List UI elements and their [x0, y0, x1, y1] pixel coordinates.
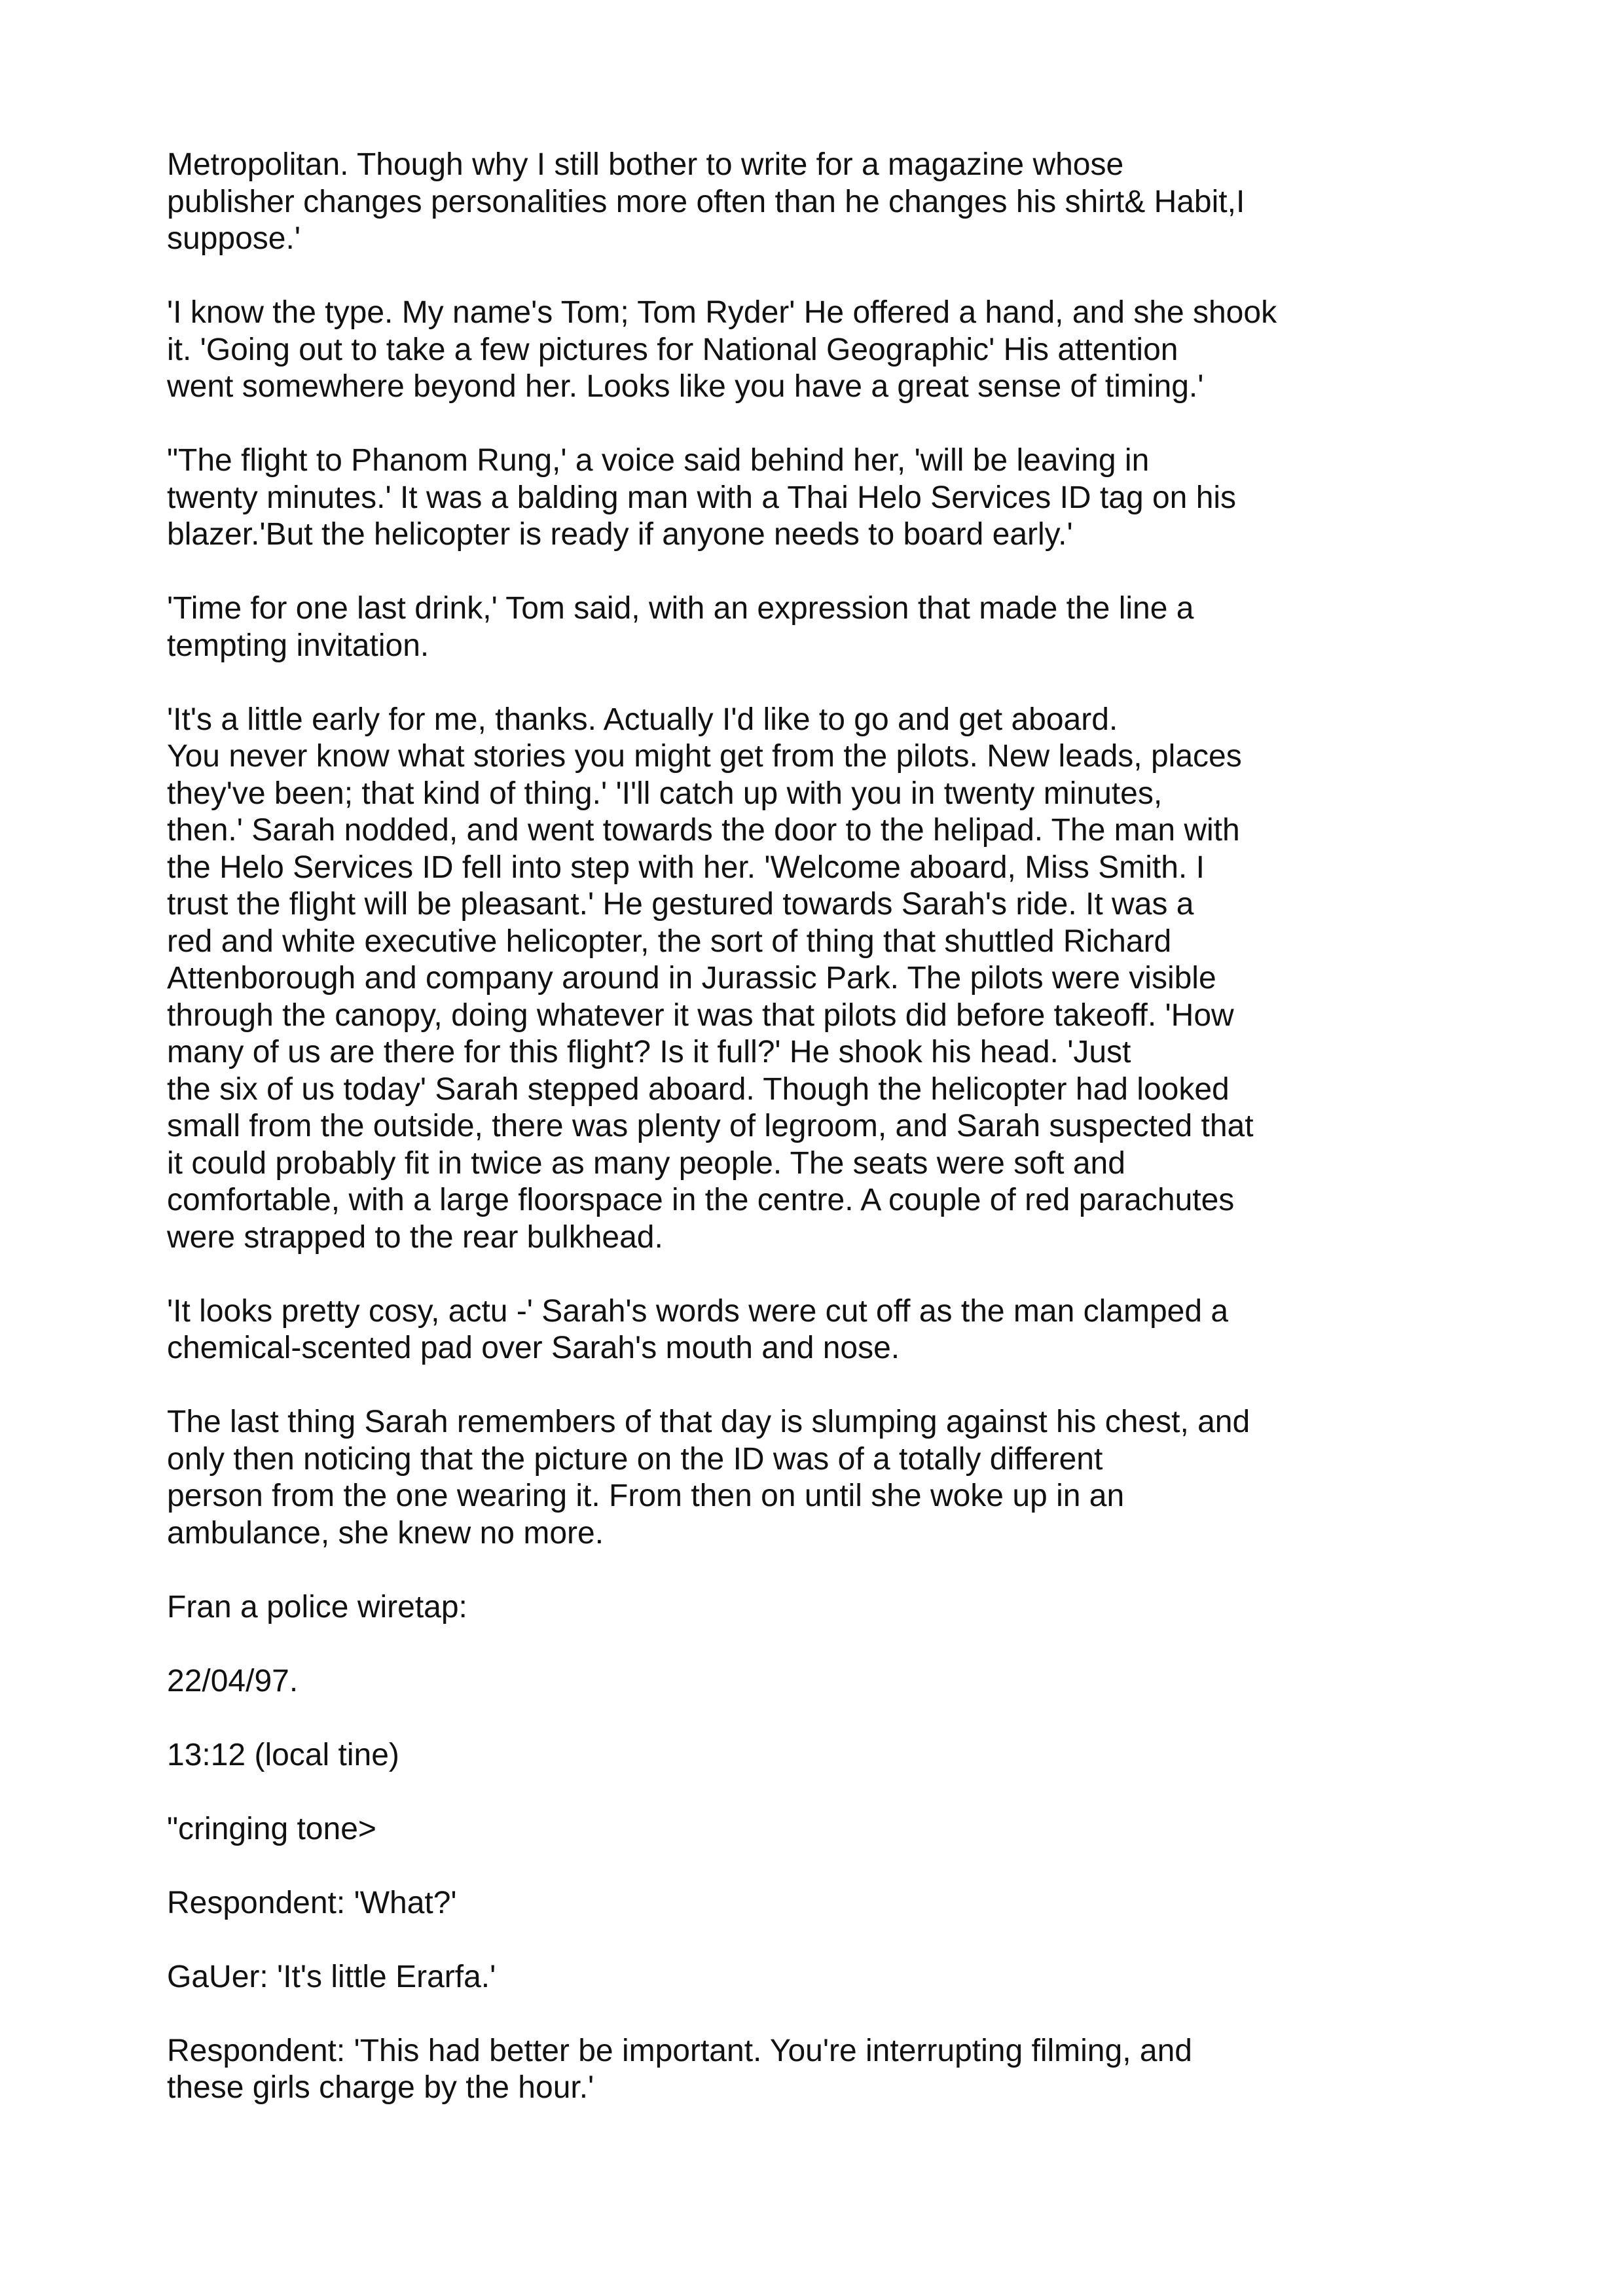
text-line: suppose.' — [167, 221, 301, 256]
text-line: chemical-scented pad over Sarah's mouth and nose. — [167, 1331, 900, 1365]
text-line: 'Time for one last drink,' Tom said, with an expression that made the line a — [167, 591, 1194, 626]
text-line: these girls charge by the hour.' — [167, 2070, 594, 2105]
paragraph — [167, 1885, 1470, 1922]
text-line: trust the flight will be pleasant.' He gestured towards Sarah's ride. It was a — [167, 887, 1194, 922]
text-line: it could probably fit in twice as many people. The seats were soft and — [167, 1145, 1125, 1181]
text-line: Metropolitan. Though why I still bother to write for a magazine whose — [167, 147, 1124, 182]
paragraph — [167, 702, 1470, 1257]
paragraph — [167, 1811, 1470, 1848]
document-page — [167, 147, 1470, 2144]
text-line: You never know what stories you might get from the pilots. New leads, places — [167, 739, 1242, 774]
paragraph — [167, 442, 1470, 554]
text-line: 'I know the type. My name's Tom; Tom Ryder' He offered a hand, and she shook — [167, 295, 1277, 330]
paragraph — [167, 295, 1470, 406]
text-line: The last thing Sarah remembers of that day is slumping against his chest, and — [167, 1405, 1250, 1439]
text-line: person from the one wearing it. From then on until she woke up in an — [167, 1479, 1125, 1513]
text-line: blazer.'But the helicopter is ready if anyone needs to board early.' — [167, 517, 1073, 552]
text-line: then.' Sarah nodded, and went towards the door to the helipad. The man with — [167, 813, 1240, 848]
text-line: were strapped to the rear bulkhead. — [167, 1219, 663, 1255]
text-line: Fran a police wiretap: — [167, 1589, 467, 1624]
text-line: comfortable, with a large floorspace in the centre. A couple of red parachutes — [167, 1183, 1235, 1217]
text-line: "The flight to Phanom Rung,' a voice said behind her, 'will be leaving in — [167, 443, 1150, 478]
text-line: through the canopy, doing whatever it was that pilots did before takeoff. 'How — [167, 997, 1234, 1033]
paragraph — [167, 1589, 1470, 1626]
paragraph — [167, 590, 1470, 664]
paragraph — [167, 1737, 1470, 1774]
text-line: "cringing tone> — [167, 1811, 376, 1846]
text-line: went somewhere beyond her. Looks like you have a great sense of timing.' — [167, 369, 1204, 404]
paragraph — [167, 1293, 1470, 1367]
text-line: 13:12 (local tine) — [167, 1737, 399, 1772]
text-line: small from the outside, there was plenty of legroom, and Sarah suspected that — [167, 1109, 1254, 1143]
paragraph — [167, 147, 1470, 258]
paragraph — [167, 1663, 1470, 1700]
text-line: Attenborough and company around in Jurassic Park. The pilots were visible — [167, 961, 1216, 996]
text-line: the Helo Services ID fell into step with her. 'Welcome aboard, Miss Smith. I — [167, 850, 1205, 885]
text-line: tempting invitation. — [167, 628, 429, 663]
paragraph — [167, 1404, 1470, 1552]
text-line: 'It's a little early for me, thanks. Actually I'd like to go and get aboard. — [167, 702, 1118, 737]
text-line: publisher changes personalities more often than he changes his shirt& Habit,I — [167, 184, 1245, 219]
text-line: Respondent: 'This had better be important. You're interrupting filming, and — [167, 2033, 1192, 2068]
text-line: it. 'Going out to take a few pictures for National Geographic' His attention — [167, 332, 1178, 367]
text-line: only then noticing that the picture on the ID was of a totally different — [167, 1441, 1103, 1477]
text-line: GaUer: 'It's little Erarfa.' — [167, 1959, 496, 1994]
text-line: twenty minutes.' It was a balding man with a Thai Helo Services ID tag on his — [167, 480, 1237, 515]
text-line: they've been; that kind of thing.' 'I'll catch up with you in twenty minutes, — [167, 776, 1163, 811]
text-line: 22/04/97. — [167, 1663, 299, 1698]
paragraph — [167, 2033, 1470, 2107]
text-line: 'It looks pretty cosy, actu -' Sarah's words were cut off as the man clamped a — [167, 1293, 1229, 1329]
paragraph — [167, 1959, 1470, 1996]
text-line: Respondent: 'What?' — [167, 1885, 457, 1920]
text-line: red and white executive helicopter, the sort of thing that shuttled Richard — [167, 924, 1172, 959]
text-line: ambulance, she knew no more. — [167, 1515, 604, 1551]
text-line: many of us are there for this flight? Is it full?' He shook his head. 'Just — [167, 1035, 1131, 1069]
text-line: the six of us today' Sarah stepped aboard. Though the helicopter had looked — [167, 1071, 1230, 1107]
